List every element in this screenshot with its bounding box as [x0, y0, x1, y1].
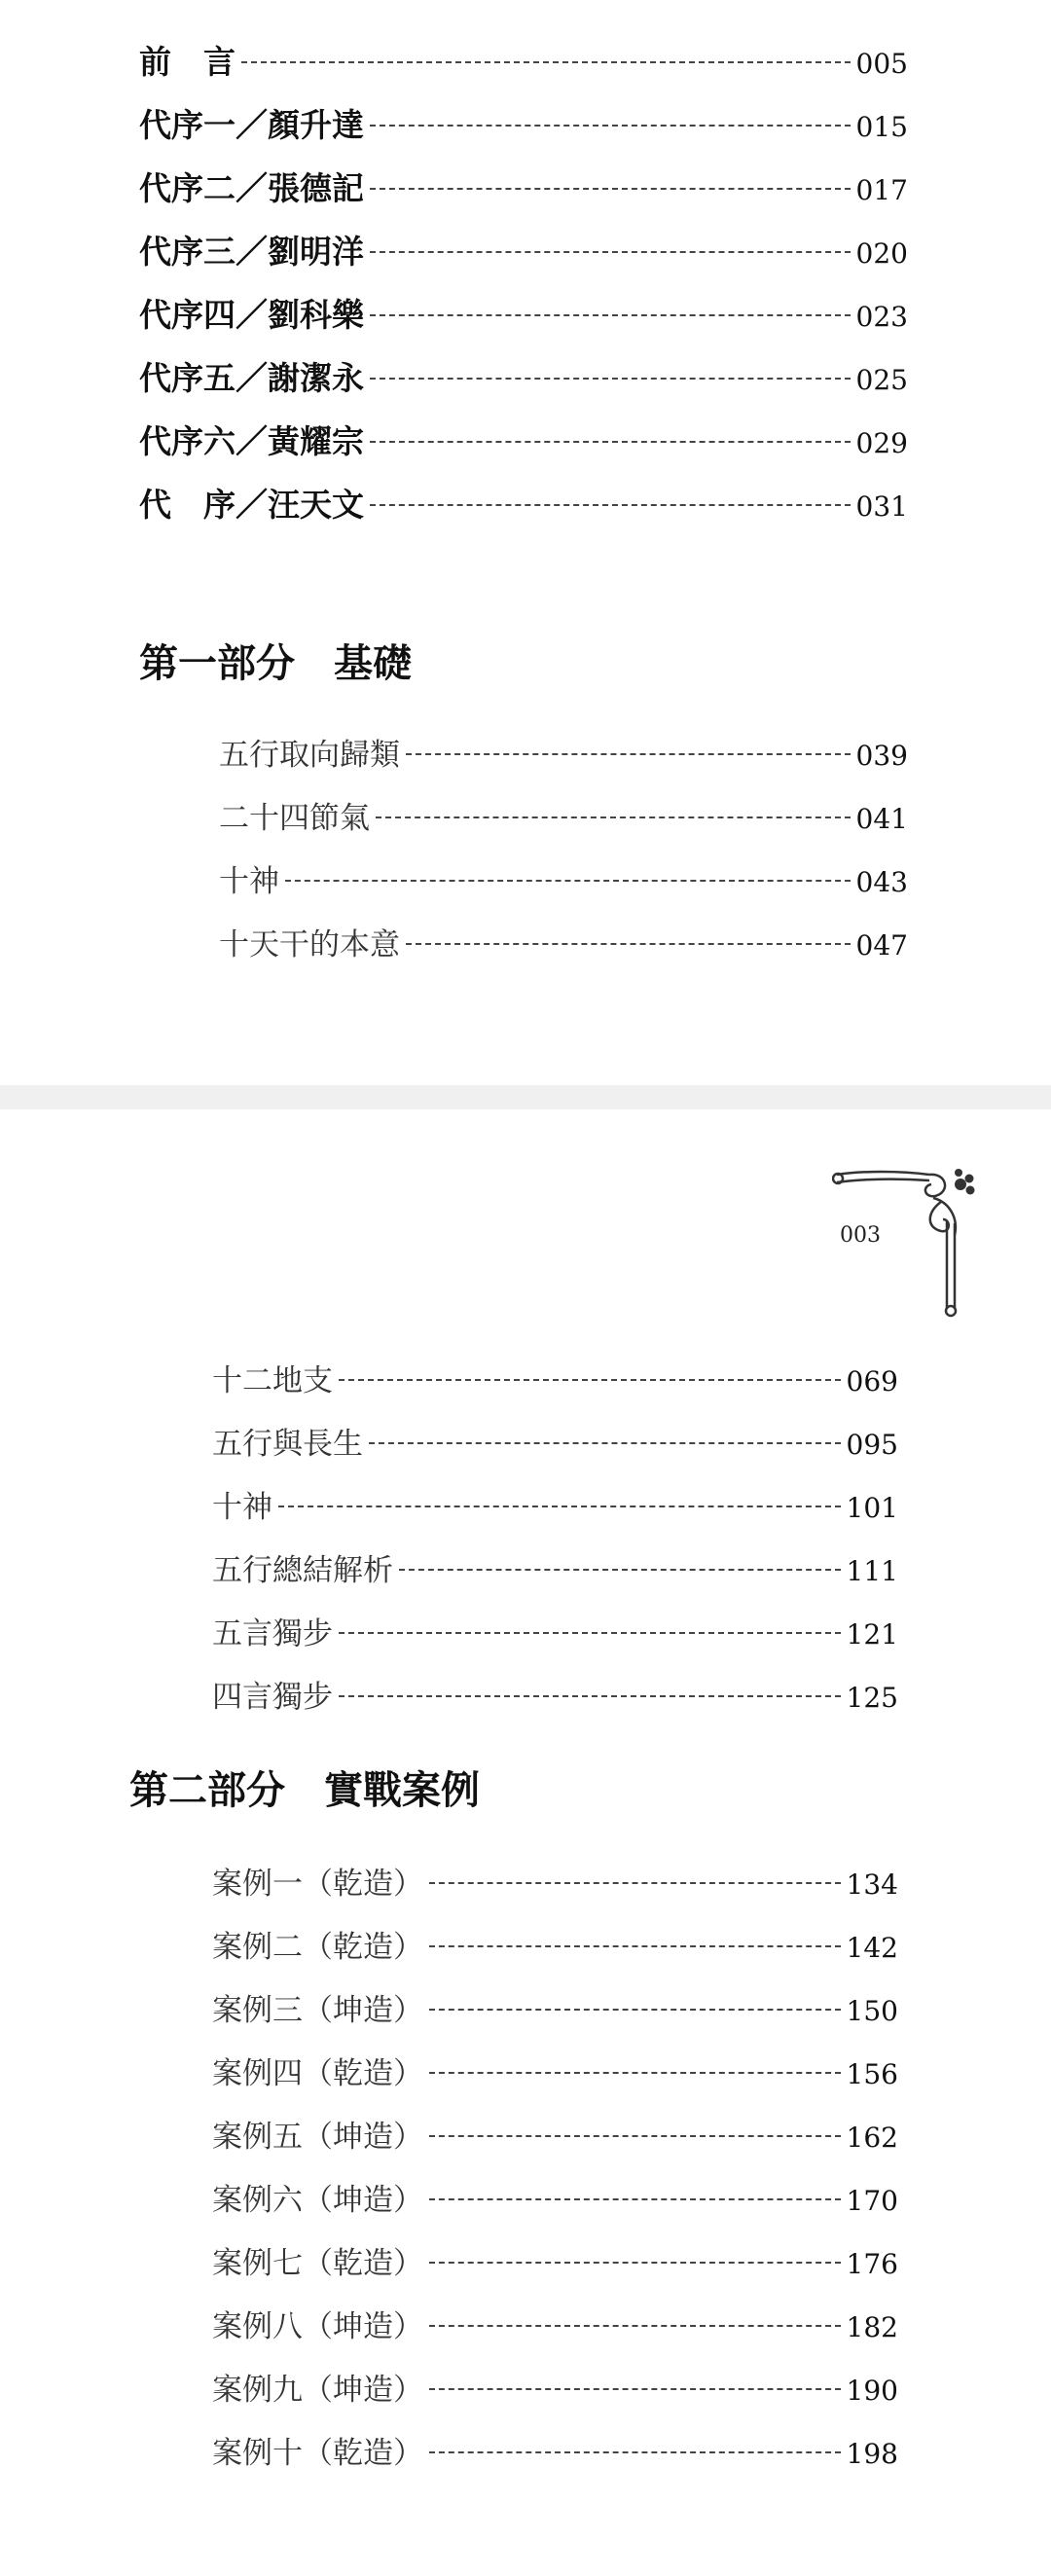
- toc-entry[interactable]: [212, 2175, 898, 2219]
- entry-title: 代序一／顏升達: [139, 106, 364, 144]
- entry-title: 案例十（乾造）: [212, 2436, 423, 2471]
- entry-page: 150: [846, 1995, 898, 2027]
- entry-title: 四言獨步: [212, 1680, 333, 1715]
- entry-page: 121: [846, 1618, 898, 1651]
- toc-entry[interactable]: [212, 2365, 898, 2409]
- entry-page: 047: [855, 929, 908, 961]
- entry-page: 142: [846, 1932, 898, 1964]
- entry-title: 前 言: [139, 43, 236, 81]
- entry-page: 005: [855, 48, 908, 80]
- dot-leader: [278, 1506, 841, 1507]
- dot-leader: [429, 2325, 841, 2327]
- entry-title: 代序六／黃耀宗: [139, 422, 364, 460]
- entry-title: 案例五（坤造）: [212, 2120, 423, 2155]
- dot-leader: [376, 816, 851, 818]
- entry-title: 五行取向歸類: [219, 738, 400, 773]
- entry-title: 案例六（坤造）: [212, 2183, 423, 2218]
- entry-page: 031: [855, 490, 908, 523]
- toc-entry[interactable]: [212, 1356, 898, 1399]
- entry-page: 041: [855, 803, 908, 835]
- entry-page: 069: [846, 1365, 898, 1397]
- toc-entry[interactable]: [212, 1482, 898, 1526]
- dot-leader: [406, 753, 851, 755]
- entry-page: 176: [846, 2248, 898, 2280]
- toc-entry[interactable]: [219, 793, 908, 837]
- entry-title: 五言獨步: [212, 1616, 333, 1651]
- entry-page: 025: [855, 364, 908, 396]
- dot-leader: [370, 125, 851, 127]
- toc-entry[interactable]: [212, 1859, 898, 1903]
- toc-entry[interactable]: [139, 353, 908, 399]
- entry-page: 170: [846, 2185, 898, 2217]
- toc-entry[interactable]: [212, 2428, 898, 2472]
- toc-entry[interactable]: [139, 100, 908, 146]
- dot-leader: [285, 880, 851, 882]
- entry-page: 039: [855, 740, 908, 772]
- dot-leader: [429, 2262, 841, 2264]
- dot-leader: [370, 504, 851, 506]
- entry-page: 023: [855, 301, 908, 333]
- toc-page-2: [0, 1109, 1051, 2576]
- entry-title: 案例四（乾造）: [212, 2056, 423, 2091]
- entry-title: 代序四／劉科樂: [139, 296, 364, 334]
- toc-entry[interactable]: [212, 1672, 898, 1716]
- toc-entry[interactable]: [212, 1985, 898, 2029]
- dot-leader: [339, 1695, 841, 1697]
- dot-leader: [429, 2198, 841, 2200]
- toc-entry[interactable]: [139, 290, 908, 336]
- entry-title: 案例二（乾造）: [212, 1930, 423, 1965]
- entry-page: 134: [846, 1869, 898, 1901]
- entry-title: 案例三（坤造）: [212, 1993, 423, 2028]
- dot-leader: [339, 1379, 841, 1381]
- dot-leader: [399, 1569, 841, 1571]
- toc-entry[interactable]: [219, 856, 908, 900]
- dot-leader: [370, 188, 851, 190]
- entry-title: 代序二／張德記: [139, 169, 364, 207]
- dot-leader: [429, 2388, 841, 2390]
- dot-leader: [406, 943, 851, 945]
- toc-entry[interactable]: [212, 1419, 898, 1463]
- entry-title: 代 序／汪天文: [139, 486, 364, 524]
- toc-entry[interactable]: [219, 730, 908, 774]
- dot-leader: [370, 441, 851, 443]
- section-heading: 第一部分 基礎: [139, 640, 412, 686]
- dot-leader: [370, 314, 851, 316]
- toc-entry[interactable]: [212, 2302, 898, 2345]
- dot-leader: [241, 61, 851, 63]
- entry-title: 案例一（乾造）: [212, 1867, 423, 1902]
- entry-page: 101: [846, 1492, 898, 1524]
- entry-title: 代序五／謝潔永: [139, 359, 364, 397]
- toc-entry[interactable]: [139, 480, 908, 526]
- dot-leader: [370, 378, 851, 380]
- toc-entry[interactable]: [212, 2112, 898, 2156]
- entry-title: 案例八（坤造）: [212, 2309, 423, 2344]
- entry-page: 125: [846, 1682, 898, 1714]
- dot-leader: [339, 1632, 841, 1634]
- entry-title: 十二地支: [212, 1363, 333, 1398]
- page-separator: [0, 1085, 1051, 1109]
- entry-title: 代序三／劉明洋: [139, 233, 364, 271]
- entry-page: 111: [846, 1555, 898, 1587]
- dot-leader: [429, 2451, 841, 2453]
- entry-page: 015: [855, 111, 908, 143]
- entry-title: 案例七（乾造）: [212, 2246, 423, 2281]
- toc-entry[interactable]: [212, 1922, 898, 1966]
- toc-entry[interactable]: [139, 227, 908, 272]
- dot-leader: [429, 2072, 841, 2074]
- dot-leader: [370, 251, 851, 253]
- dot-leader: [429, 2009, 841, 2011]
- entry-page: 156: [846, 2058, 898, 2090]
- entry-page: 162: [846, 2122, 898, 2154]
- toc-page-1: [0, 0, 1051, 1085]
- dot-leader: [429, 2135, 841, 2137]
- entry-page: 182: [846, 2311, 898, 2343]
- toc-entry[interactable]: [212, 2049, 898, 2092]
- entry-page: 020: [855, 237, 908, 270]
- dot-leader: [429, 1945, 841, 1947]
- section-heading: 第二部分 實戰案例: [129, 1767, 480, 1813]
- dot-leader: [369, 1442, 841, 1444]
- toc-entry[interactable]: [139, 417, 908, 462]
- page-number: 003: [840, 1223, 881, 1248]
- dot-leader: [429, 1882, 841, 1884]
- entry-title: 十神: [219, 864, 279, 899]
- toc-entry[interactable]: [212, 1609, 898, 1652]
- entry-title: 五行總結解析: [212, 1553, 393, 1588]
- entry-page: 190: [846, 2375, 898, 2407]
- entry-page: 017: [855, 174, 908, 206]
- toc-entry[interactable]: [212, 1545, 898, 1589]
- entry-page: 043: [855, 866, 908, 898]
- entry-title: 二十四節氣: [219, 801, 370, 836]
- entry-title: 十神: [212, 1490, 272, 1525]
- entry-page: 198: [846, 2438, 898, 2470]
- toc-entry[interactable]: [212, 2238, 898, 2282]
- toc-entry[interactable]: [139, 163, 908, 209]
- entry-title: 五行與長生: [212, 1427, 363, 1462]
- entry-page: 029: [855, 427, 908, 459]
- entry-page: 095: [846, 1429, 898, 1461]
- entry-title: 案例九（坤造）: [212, 2373, 423, 2408]
- entry-title: 十天干的本意: [219, 927, 400, 962]
- toc-entry[interactable]: [139, 37, 908, 83]
- toc-entry[interactable]: [219, 920, 908, 963]
